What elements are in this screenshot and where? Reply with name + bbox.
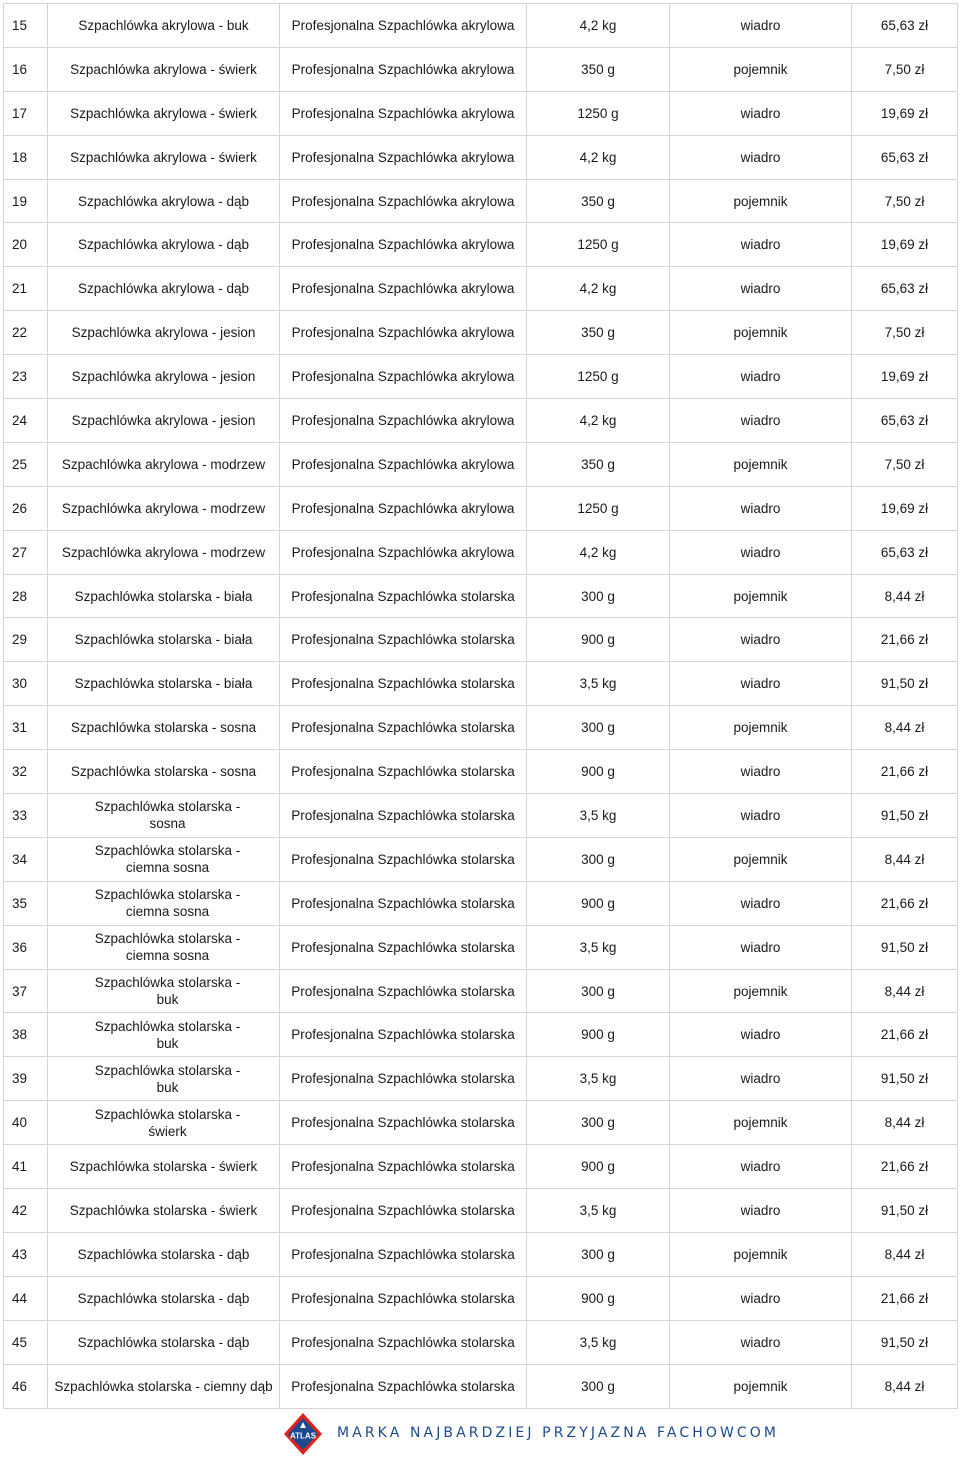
product-name-cell: Szpachlówka akrylowa - dąb	[48, 267, 280, 311]
product-description-cell: Profesjonalna Szpachlówka stolarska	[280, 794, 527, 838]
row-number-cell: 20	[4, 223, 48, 267]
product-description-cell: Profesjonalna Szpachlówka akrylowa	[280, 486, 527, 530]
row-number-cell: 22	[4, 311, 48, 355]
row-number-cell: 33	[4, 794, 48, 838]
package-unit-cell: wiadro	[670, 794, 852, 838]
quantity-cell: 900 g	[527, 1145, 670, 1189]
table-row	[4, 1364, 958, 1408]
row-number-cell: 39	[4, 1057, 48, 1101]
product-description-cell: Profesjonalna Szpachlówka stolarska	[280, 925, 527, 969]
package-unit-cell: wiadro	[670, 925, 852, 969]
product-description-cell: Profesjonalna Szpachlówka stolarska	[280, 618, 527, 662]
quantity-cell: 1250 g	[527, 223, 670, 267]
product-description-cell: Profesjonalna Szpachlówka stolarska	[280, 969, 527, 1013]
product-description-cell: Profesjonalna Szpachlówka akrylowa	[280, 355, 527, 399]
product-name-cell: Szpachlówka stolarska - dąb	[48, 1232, 280, 1276]
table-row	[4, 574, 958, 618]
quantity-cell: 300 g	[527, 969, 670, 1013]
product-name-cell: Szpachlówka stolarska - świerk	[48, 1145, 280, 1189]
price-table	[3, 3, 958, 1409]
price-cell: 91,50 zł	[852, 1320, 958, 1364]
row-number-cell: 25	[4, 442, 48, 486]
quantity-cell: 350 g	[527, 442, 670, 486]
package-unit-cell: wiadro	[670, 1320, 852, 1364]
table-row	[4, 399, 958, 443]
product-description-cell: Profesjonalna Szpachlówka stolarska	[280, 574, 527, 618]
price-cell: 8,44 zł	[852, 837, 958, 881]
footer	[0, 1412, 960, 1456]
product-description-cell: Profesjonalna Szpachlówka stolarska	[280, 1364, 527, 1408]
quantity-cell: 300 g	[527, 1232, 670, 1276]
table-row	[4, 881, 958, 925]
product-description-cell: Profesjonalna Szpachlówka akrylowa	[280, 135, 527, 179]
product-description-cell: Profesjonalna Szpachlówka akrylowa	[280, 4, 527, 48]
package-unit-cell: wiadro	[670, 662, 852, 706]
product-name-cell: Szpachlówka akrylowa - jesion	[48, 311, 280, 355]
quantity-cell: 900 g	[527, 1276, 670, 1320]
table-row	[4, 1276, 958, 1320]
price-cell: 8,44 zł	[852, 1364, 958, 1408]
quantity-cell: 4,2 kg	[527, 135, 670, 179]
row-number-cell: 38	[4, 1013, 48, 1057]
product-name-cell: Szpachlówka stolarska - świerk	[48, 1101, 280, 1145]
package-unit-cell: wiadro	[670, 135, 852, 179]
quantity-cell: 1250 g	[527, 91, 670, 135]
package-unit-cell: pojemnik	[670, 1364, 852, 1408]
row-number-cell: 32	[4, 750, 48, 794]
table-row	[4, 1189, 958, 1233]
price-cell: 8,44 zł	[852, 706, 958, 750]
product-description-cell: Profesjonalna Szpachlówka stolarska	[280, 1232, 527, 1276]
row-number-cell: 43	[4, 1232, 48, 1276]
row-number-cell: 44	[4, 1276, 48, 1320]
package-unit-cell: pojemnik	[670, 1101, 852, 1145]
table-row	[4, 1101, 958, 1145]
package-unit-cell: wiadro	[670, 530, 852, 574]
table-row	[4, 4, 958, 48]
table-row	[4, 91, 958, 135]
quantity-cell: 300 g	[527, 1364, 670, 1408]
table-row	[4, 179, 958, 223]
product-name-cell: Szpachlówka akrylowa - dąb	[48, 179, 280, 223]
product-name-cell: Szpachlówka akrylowa - świerk	[48, 47, 280, 91]
table-row	[4, 662, 958, 706]
table-row	[4, 925, 958, 969]
product-name-cell: Szpachlówka akrylowa - buk	[48, 4, 280, 48]
package-unit-cell: wiadro	[670, 486, 852, 530]
row-number-cell: 24	[4, 399, 48, 443]
atlas-logo	[283, 1412, 323, 1456]
product-name-cell: Szpachlówka akrylowa - modrzew	[48, 486, 280, 530]
price-cell: 8,44 zł	[852, 574, 958, 618]
price-cell: 65,63 zł	[852, 399, 958, 443]
product-name-cell: Szpachlówka stolarska - buk	[48, 1013, 280, 1057]
row-number-cell: 36	[4, 925, 48, 969]
package-unit-cell: wiadro	[670, 618, 852, 662]
product-description-cell: Profesjonalna Szpachlówka akrylowa	[280, 223, 527, 267]
row-number-cell: 18	[4, 135, 48, 179]
table-row	[4, 223, 958, 267]
price-cell: 91,50 zł	[852, 794, 958, 838]
product-name-cell: Szpachlówka stolarska - ciemna sosna	[48, 925, 280, 969]
price-cell: 91,50 zł	[852, 662, 958, 706]
price-cell: 19,69 zł	[852, 486, 958, 530]
price-cell: 7,50 zł	[852, 442, 958, 486]
product-name-cell: Szpachlówka akrylowa - modrzew	[48, 530, 280, 574]
product-description-cell: Profesjonalna Szpachlówka stolarska	[280, 1276, 527, 1320]
package-unit-cell: wiadro	[670, 1189, 852, 1233]
product-description-cell: Profesjonalna Szpachlówka stolarska	[280, 750, 527, 794]
package-unit-cell: pojemnik	[670, 837, 852, 881]
table-row	[4, 794, 958, 838]
quantity-cell: 3,5 kg	[527, 794, 670, 838]
product-description-cell: Profesjonalna Szpachlówka stolarska	[280, 1013, 527, 1057]
table-row	[4, 837, 958, 881]
table-row	[4, 1232, 958, 1276]
quantity-cell: 3,5 kg	[527, 1189, 670, 1233]
price-cell: 91,50 zł	[852, 1057, 958, 1101]
package-unit-cell: wiadro	[670, 223, 852, 267]
product-name-cell: Szpachlówka stolarska - sosna	[48, 750, 280, 794]
package-unit-cell: wiadro	[670, 881, 852, 925]
quantity-cell: 300 g	[527, 706, 670, 750]
table-row	[4, 706, 958, 750]
footer-slogan: MARKA NAJBARDZIEJ PRZYJAZNA FACHOWCOM	[337, 1425, 780, 1441]
quantity-cell: 300 g	[527, 1101, 670, 1145]
row-number-cell: 21	[4, 267, 48, 311]
product-name-cell: Szpachlówka akrylowa - świerk	[48, 91, 280, 135]
product-name-cell: Szpachlówka akrylowa - modrzew	[48, 442, 280, 486]
package-unit-cell: wiadro	[670, 355, 852, 399]
price-cell: 21,66 zł	[852, 618, 958, 662]
product-description-cell: Profesjonalna Szpachlówka akrylowa	[280, 530, 527, 574]
price-cell: 21,66 zł	[852, 881, 958, 925]
logo-text: ATLAS	[289, 1431, 317, 1441]
table-row	[4, 969, 958, 1013]
product-description-cell: Profesjonalna Szpachlówka stolarska	[280, 662, 527, 706]
price-cell: 21,66 zł	[852, 1013, 958, 1057]
table-row	[4, 267, 958, 311]
price-cell: 65,63 zł	[852, 530, 958, 574]
product-name-cell: Szpachlówka stolarska - świerk	[48, 1189, 280, 1233]
package-unit-cell: wiadro	[670, 1276, 852, 1320]
table-row	[4, 1057, 958, 1101]
table-row	[4, 750, 958, 794]
price-cell: 91,50 zł	[852, 925, 958, 969]
product-name-cell: Szpachlówka stolarska - ciemny dąb	[48, 1364, 280, 1408]
row-number-cell: 46	[4, 1364, 48, 1408]
quantity-cell: 300 g	[527, 837, 670, 881]
price-cell: 65,63 zł	[852, 135, 958, 179]
package-unit-cell: pojemnik	[670, 47, 852, 91]
table-row	[4, 355, 958, 399]
product-name-cell: Szpachlówka stolarska - ciemna sosna	[48, 881, 280, 925]
package-unit-cell: wiadro	[670, 1013, 852, 1057]
product-description-cell: Profesjonalna Szpachlówka stolarska	[280, 881, 527, 925]
product-description-cell: Profesjonalna Szpachlówka stolarska	[280, 1320, 527, 1364]
quantity-cell: 900 g	[527, 881, 670, 925]
product-description-cell: Profesjonalna Szpachlówka stolarska	[280, 1189, 527, 1233]
product-name-cell: Szpachlówka stolarska - dąb	[48, 1320, 280, 1364]
product-name-cell: Szpachlówka stolarska - biała	[48, 618, 280, 662]
quantity-cell: 4,2 kg	[527, 267, 670, 311]
quantity-cell: 300 g	[527, 574, 670, 618]
price-cell: 8,44 zł	[852, 969, 958, 1013]
product-description-cell: Profesjonalna Szpachlówka akrylowa	[280, 47, 527, 91]
product-name-cell: Szpachlówka stolarska - sosna	[48, 794, 280, 838]
row-number-cell: 23	[4, 355, 48, 399]
product-description-cell: Profesjonalna Szpachlówka stolarska	[280, 706, 527, 750]
table-row	[4, 530, 958, 574]
price-cell: 21,66 zł	[852, 1145, 958, 1189]
product-name-cell: Szpachlówka stolarska - buk	[48, 969, 280, 1013]
quantity-cell: 350 g	[527, 47, 670, 91]
package-unit-cell: wiadro	[670, 1057, 852, 1101]
table-row	[4, 486, 958, 530]
price-cell: 7,50 zł	[852, 179, 958, 223]
product-name-cell: Szpachlówka stolarska - buk	[48, 1057, 280, 1101]
price-cell: 7,50 zł	[852, 47, 958, 91]
row-number-cell: 35	[4, 881, 48, 925]
row-number-cell: 37	[4, 969, 48, 1013]
price-cell: 7,50 zł	[852, 311, 958, 355]
package-unit-cell: wiadro	[670, 4, 852, 48]
quantity-cell: 900 g	[527, 750, 670, 794]
row-number-cell: 15	[4, 4, 48, 48]
product-name-cell: Szpachlówka stolarska - sosna	[48, 706, 280, 750]
row-number-cell: 42	[4, 1189, 48, 1233]
product-description-cell: Profesjonalna Szpachlówka akrylowa	[280, 267, 527, 311]
package-unit-cell: wiadro	[670, 267, 852, 311]
table-row	[4, 47, 958, 91]
quantity-cell: 1250 g	[527, 486, 670, 530]
row-number-cell: 30	[4, 662, 48, 706]
package-unit-cell: pojemnik	[670, 1232, 852, 1276]
table-row	[4, 1013, 958, 1057]
table-row	[4, 1145, 958, 1189]
price-cell: 8,44 zł	[852, 1232, 958, 1276]
product-description-cell: Profesjonalna Szpachlówka akrylowa	[280, 91, 527, 135]
row-number-cell: 34	[4, 837, 48, 881]
package-unit-cell: pojemnik	[670, 574, 852, 618]
row-number-cell: 17	[4, 91, 48, 135]
quantity-cell: 350 g	[527, 311, 670, 355]
quantity-cell: 3,5 kg	[527, 1057, 670, 1101]
price-cell: 19,69 zł	[852, 355, 958, 399]
product-description-cell: Profesjonalna Szpachlówka stolarska	[280, 1145, 527, 1189]
package-unit-cell: wiadro	[670, 91, 852, 135]
quantity-cell: 4,2 kg	[527, 399, 670, 443]
quantity-cell: 4,2 kg	[527, 4, 670, 48]
quantity-cell: 3,5 kg	[527, 1320, 670, 1364]
product-description-cell: Profesjonalna Szpachlówka stolarska	[280, 837, 527, 881]
price-cell: 65,63 zł	[852, 4, 958, 48]
price-cell: 8,44 zł	[852, 1101, 958, 1145]
row-number-cell: 29	[4, 618, 48, 662]
product-name-cell: Szpachlówka stolarska - biała	[48, 662, 280, 706]
product-description-cell: Profesjonalna Szpachlówka akrylowa	[280, 179, 527, 223]
product-name-cell: Szpachlówka akrylowa - jesion	[48, 399, 280, 443]
product-description-cell: Profesjonalna Szpachlówka akrylowa	[280, 311, 527, 355]
product-description-cell: Profesjonalna Szpachlówka stolarska	[280, 1057, 527, 1101]
package-unit-cell: wiadro	[670, 750, 852, 794]
table-row	[4, 442, 958, 486]
table-row	[4, 1320, 958, 1364]
product-description-cell: Profesjonalna Szpachlówka akrylowa	[280, 399, 527, 443]
package-unit-cell: wiadro	[670, 399, 852, 443]
price-cell: 91,50 zł	[852, 1189, 958, 1233]
row-number-cell: 45	[4, 1320, 48, 1364]
row-number-cell: 16	[4, 47, 48, 91]
row-number-cell: 27	[4, 530, 48, 574]
product-description-cell: Profesjonalna Szpachlówka stolarska	[280, 1101, 527, 1145]
package-unit-cell: wiadro	[670, 1145, 852, 1189]
quantity-cell: 3,5 kg	[527, 925, 670, 969]
table-row	[4, 311, 958, 355]
table-row	[4, 618, 958, 662]
quantity-cell: 350 g	[527, 179, 670, 223]
row-number-cell: 41	[4, 1145, 48, 1189]
price-cell: 19,69 zł	[852, 91, 958, 135]
price-cell: 19,69 zł	[852, 223, 958, 267]
product-name-cell: Szpachlówka akrylowa - jesion	[48, 355, 280, 399]
package-unit-cell: pojemnik	[670, 179, 852, 223]
row-number-cell: 31	[4, 706, 48, 750]
product-name-cell: Szpachlówka akrylowa - dąb	[48, 223, 280, 267]
package-unit-cell: pojemnik	[670, 442, 852, 486]
package-unit-cell: pojemnik	[670, 706, 852, 750]
product-name-cell: Szpachlówka stolarska - dąb	[48, 1276, 280, 1320]
package-unit-cell: pojemnik	[670, 969, 852, 1013]
row-number-cell: 26	[4, 486, 48, 530]
product-description-cell: Profesjonalna Szpachlówka akrylowa	[280, 442, 527, 486]
product-name-cell: Szpachlówka stolarska - ciemna sosna	[48, 837, 280, 881]
row-number-cell: 28	[4, 574, 48, 618]
quantity-cell: 900 g	[527, 1013, 670, 1057]
product-name-cell: Szpachlówka akrylowa - świerk	[48, 135, 280, 179]
quantity-cell: 900 g	[527, 618, 670, 662]
quantity-cell: 4,2 kg	[527, 530, 670, 574]
package-unit-cell: pojemnik	[670, 311, 852, 355]
quantity-cell: 3,5 kg	[527, 662, 670, 706]
price-cell: 65,63 zł	[852, 267, 958, 311]
row-number-cell: 19	[4, 179, 48, 223]
table-row	[4, 135, 958, 179]
price-cell: 21,66 zł	[852, 1276, 958, 1320]
product-name-cell: Szpachlówka stolarska - biała	[48, 574, 280, 618]
row-number-cell: 40	[4, 1101, 48, 1145]
price-cell: 21,66 zł	[852, 750, 958, 794]
quantity-cell: 1250 g	[527, 355, 670, 399]
